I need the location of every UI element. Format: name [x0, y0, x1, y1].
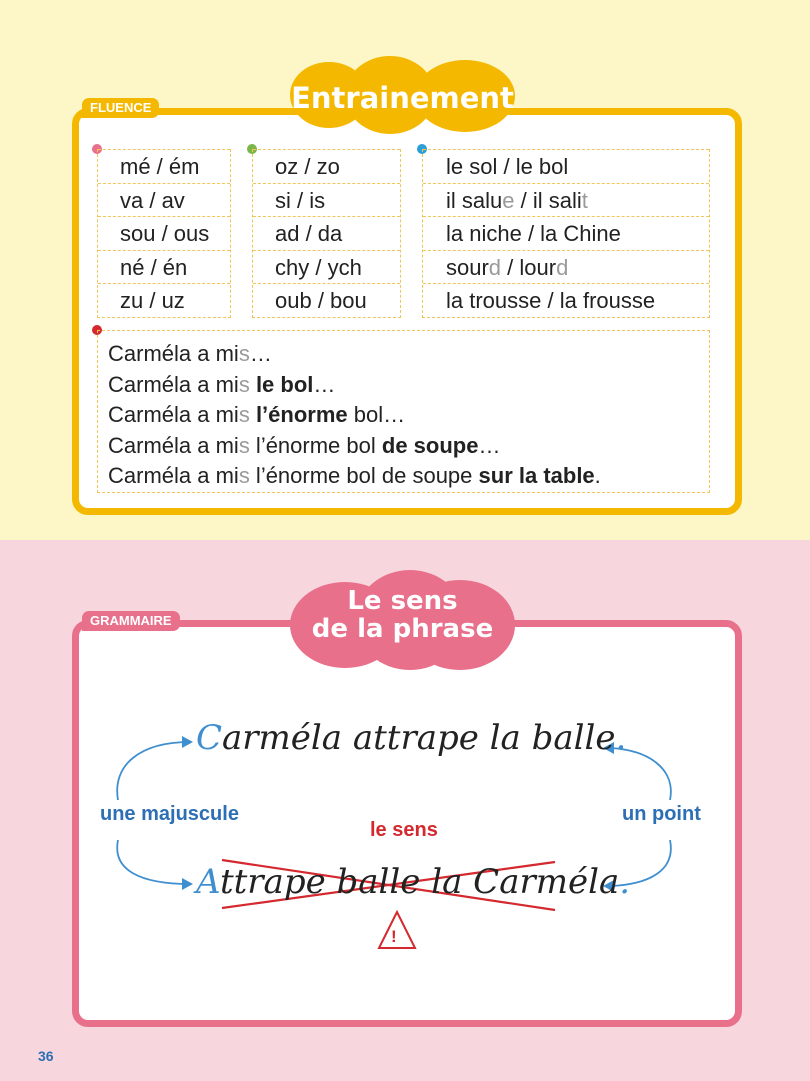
list-item: mé / ém — [98, 149, 230, 183]
list-item: si / is — [253, 183, 400, 217]
sentence-line: Carméla a mis l’énorme bol de soupe sur la table. — [108, 463, 601, 488]
list-item: né / én — [98, 250, 230, 284]
sentence-line: Carméla a mis le bol… — [108, 371, 336, 397]
list-item: oub / bou — [253, 283, 400, 317]
list-item: zu / uz — [98, 283, 230, 317]
correct-sentence: Carméla attrape la balle. — [196, 718, 627, 758]
list-item: la trousse / la frousse — [423, 283, 709, 317]
arrowhead — [182, 878, 193, 890]
grammaire-tag: GRAMMAIRE — [82, 611, 180, 631]
list-item: la niche / la Chine — [423, 216, 709, 250]
grammaire-title-line2: de la phrase — [311, 614, 494, 644]
list-item: le sol / le bol — [423, 149, 709, 183]
list-item: sou / ous — [98, 216, 230, 250]
left-top-arrow — [117, 742, 190, 800]
sentence-line: Carméla a mis l’énorme bol de soupe… — [108, 432, 501, 458]
meaning-label: le sens — [370, 819, 438, 841]
warning-mark: ! — [391, 927, 397, 946]
list-item: oz / zo — [253, 149, 400, 183]
list-item: il salue / il salit — [423, 183, 709, 217]
fluence-tag: FLUENCE — [82, 98, 159, 118]
left-bottom-arrow — [117, 840, 190, 884]
period-label: un point — [622, 803, 701, 825]
fluence-title: Entrainement — [291, 81, 514, 115]
list-item: va / av — [98, 183, 230, 217]
arrowhead — [182, 736, 193, 748]
wrong-sentence: Attrape balle la Carméla. — [196, 862, 631, 902]
sentence-line: Carméla a mis l’énorme bol… — [108, 402, 406, 427]
list-item: chy / ych — [253, 250, 400, 284]
sentence-line: Carméla a mis… — [108, 341, 272, 366]
list-item: ad / da — [253, 216, 400, 250]
page-number: 36 — [38, 1048, 54, 1064]
capital-letter-label: une majuscule — [100, 803, 239, 825]
list-item: sourd / lourd — [423, 250, 709, 284]
warning-icon — [379, 912, 415, 948]
grammaire-title-line1: Le sens — [347, 586, 458, 616]
